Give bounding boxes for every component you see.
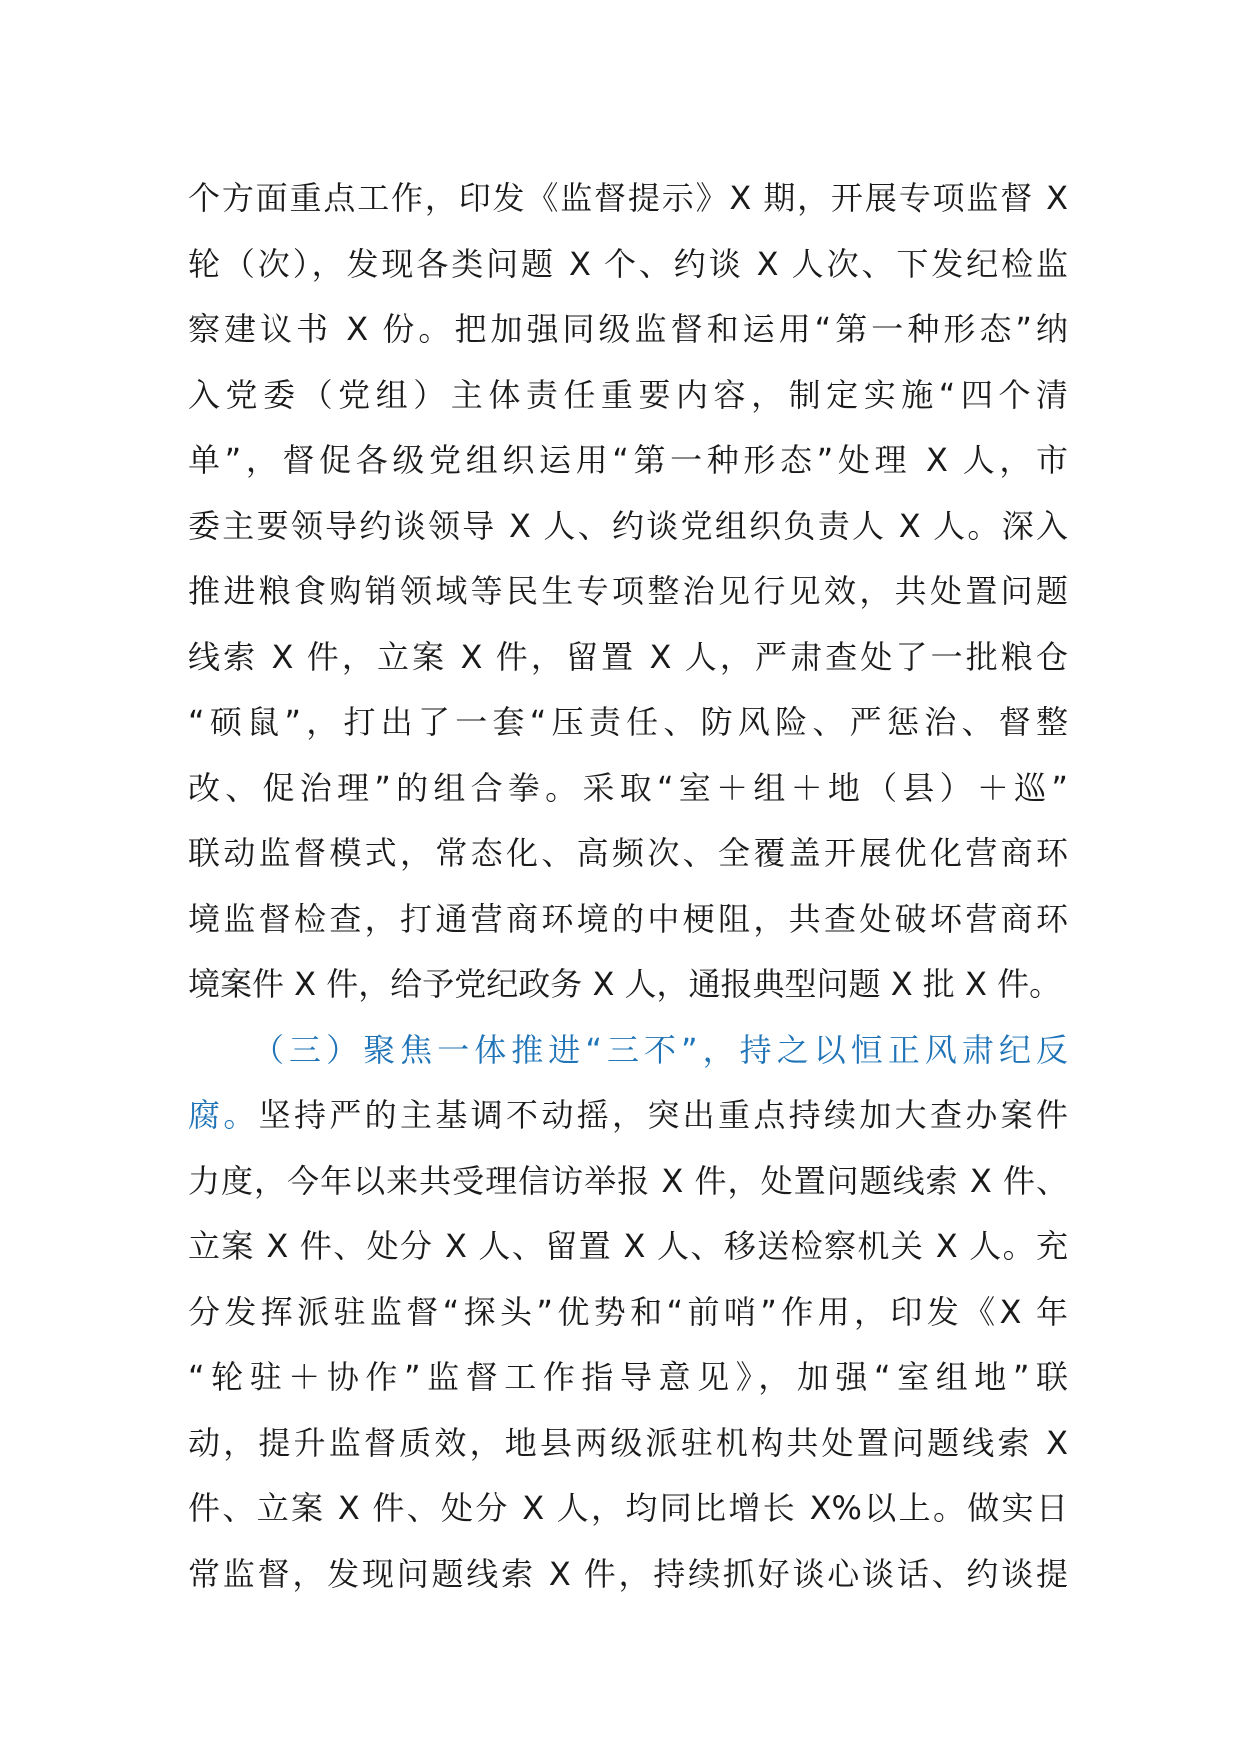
text-line-10: 改、促治理”的组合拳。采取“室＋组＋地（县）＋巡” [188, 768, 1068, 807]
text-line-12: 境监督检查，打通营商环境的中梗阻，共查处破坏营商环 [188, 899, 1068, 938]
text-line-2: 轮（次），发现各类问题 X 个、约谈 X 人次、下发纪检监 [188, 244, 1068, 283]
text-line-5: 单”，督促各级党组织运用“第一种形态”处理 X 人，市 [188, 441, 1068, 479]
text-line-4: 入党委（党组）主体责任重要内容，制定实施“四个清 [188, 375, 1068, 414]
section3-line-7: 件、立案 X 件、处分 X 人，均同比增长 X%以上。做实日 [188, 1489, 1068, 1527]
section3-line-4: 分发挥派驻监督“探头”优势和“前哨”作用，印发《X 年 [188, 1292, 1068, 1331]
section-heading-3-tail: 腐。 [188, 1096, 259, 1134]
text-line-13: 境案件 X 件，给予党纪政务 X 人，通报典型问题 X 批 X 件。 [188, 965, 1062, 1003]
section3-line-1 [188, 1083, 1068, 1149]
text-line-11: 联动监督模式，常态化、高频次、全覆盖开展优化营商环 [188, 834, 1068, 872]
text-line-7: 推进粮食购销领域等民生专项整治见行见效，共处置问题 [188, 572, 1068, 610]
text-line-1: 个方面重点工作，印发《监督提示》X 期，开展专项监督 X [188, 179, 1068, 217]
section3-line-5: “轮驻＋协作”监督工作指导意见》，加强“室组地”联 [188, 1358, 1068, 1396]
section3-line-8: 常监督，发现问题线索 X 件，持续抓好谈心谈话、约谈提 [188, 1554, 1068, 1593]
text-line-8: 线索 X 件，立案 X 件，留置 X 人，严肃查处了一批粮仓 [188, 637, 1068, 676]
text-line-3: 察建议书 X 份。把加强同级监督和运用“第一种形态”纳 [188, 310, 1068, 348]
section3-line-1-text: 坚持严的主基调不动摇，突出重点持续加大查办案件 [258, 1096, 1068, 1134]
document-body [188, 166, 1068, 1607]
section3-line-3: 立案 X 件、处分 X 人、留置 X 人、移送检察机关 X 人。充 [188, 1227, 1068, 1265]
text-line-6: 委主要领导约谈领导 X 人、约谈党组织负责人 X 人。深入 [188, 506, 1068, 545]
section3-line-6: 动，提升监督质效，地县两级派驻机构共处置问题线索 X [188, 1423, 1068, 1462]
text-line-9: “硕鼠”，打出了一套“压责任、防风险、严惩治、督整 [188, 703, 1068, 741]
section3-line-2: 力度，今年以来共受理信访举报 X 件，处置问题线索 X 件、 [188, 1161, 1068, 1200]
section-heading-3: （三）聚焦一体推进“三不”，持之以恒正风肃纪反 [252, 1030, 1068, 1069]
